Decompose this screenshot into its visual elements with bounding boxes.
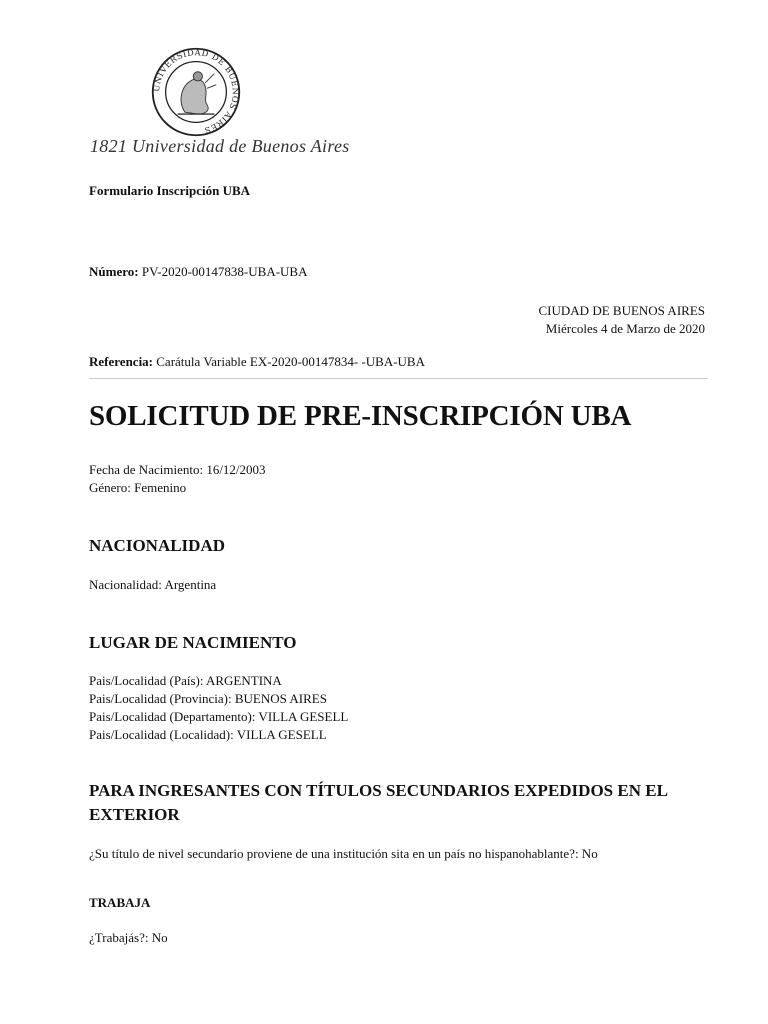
form-title: Formulario Inscripción UBA: [89, 183, 251, 198]
section-heading-nacionalidad: NACIONALIDAD: [89, 536, 226, 555]
section-heading-lugar-nacimiento: LUGAR DE NACIMIENTO: [89, 633, 297, 652]
personal-info: [89, 461, 266, 497]
birthplace-locality: Pais/Localidad (Localidad): VILLA GESELL: [89, 727, 327, 742]
exterior-heading-line1: PARA INGRESANTES CON TÍTULOS SECUNDARIOS EXPEDIDOS EN EL: [89, 781, 668, 800]
referencia-value: Carátula Variable EX-2020-00147834- -UBA-UBA: [156, 354, 425, 369]
svg-text:UNIVERSIDAD DE BUENOS AIRES: UNIVERSIDAD DE BUENOS AIRES: [151, 47, 241, 136]
nationality-value: Nacionalidad: Argentina: [89, 577, 217, 592]
university-seal-logo: [150, 46, 242, 138]
exterior-heading-line2: EXTERIOR: [89, 805, 180, 824]
place-and-date: [539, 302, 705, 338]
birth-date: Fecha de Nacimiento: 16/12/2003: [89, 462, 266, 477]
exterior-question: ¿Su título de nivel secundario proviene de una institución sita en un país no hispanohablante?: No: [89, 846, 598, 861]
document-number: [89, 264, 307, 280]
numero-value: PV-2020-00147838-UBA-UBA: [141, 264, 308, 279]
birthplace-province: Pais/Localidad (Provincia): BUENOS AIRES: [89, 691, 327, 706]
birthplace-country: Pais/Localidad (País): ARGENTINA: [89, 673, 282, 688]
section-heading-trabaja: TRABAJA: [89, 895, 151, 910]
reference: [89, 354, 425, 370]
document-date: Miércoles 4 de Marzo de 2020: [545, 321, 705, 336]
works-question: ¿Trabajás?: No: [89, 930, 168, 945]
institution-name: 1821 Universidad de Buenos Aires: [90, 136, 350, 156]
section-heading-exterior: [89, 779, 668, 827]
city-name: CIUDAD DE BUENOS AIRES: [538, 303, 705, 318]
numero-label: Número:: [89, 264, 139, 279]
referencia-label: Referencia:: [89, 354, 154, 369]
gender: Género: Femenino: [89, 480, 187, 495]
birthplace-list: [89, 672, 348, 744]
birthplace-department: Pais/Localidad (Departamento): VILLA GESELL: [89, 709, 349, 724]
page-title: SOLICITUD DE PRE-INSCRIPCIÓN UBA: [89, 400, 632, 432]
header-divider: [89, 378, 708, 379]
